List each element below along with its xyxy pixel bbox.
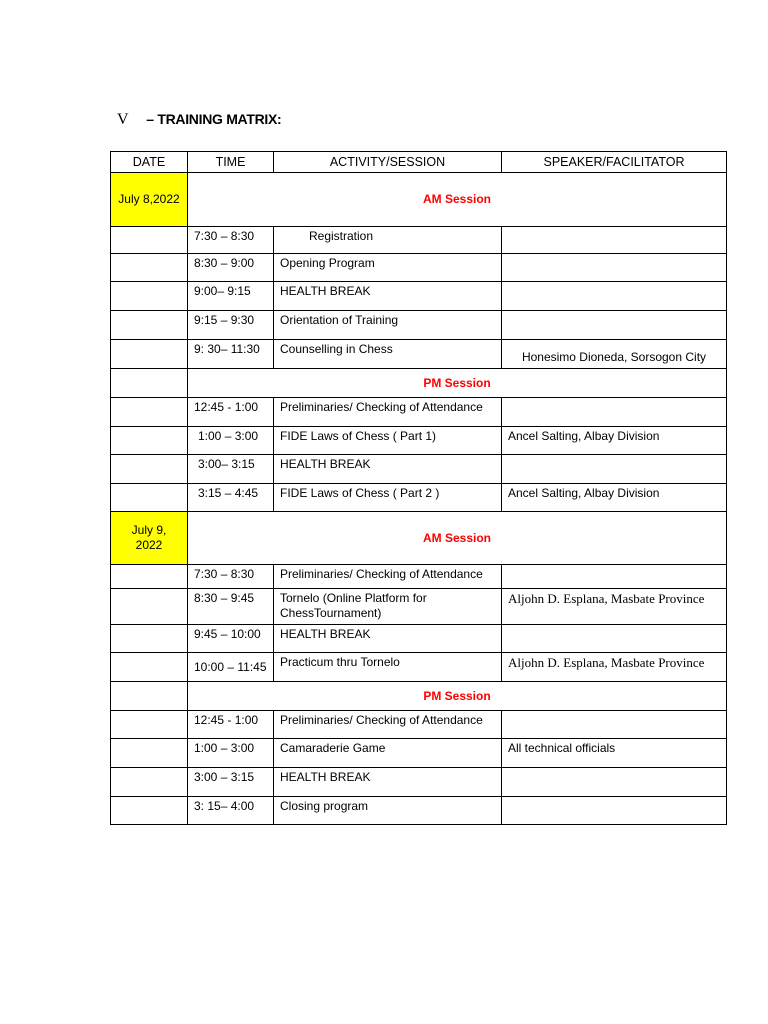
activity-cell: Registration: [274, 227, 502, 254]
table-row: [111, 455, 727, 484]
activity-cell: Preliminaries/ Checking of Attendance: [274, 398, 502, 427]
speaker-cell: Ancel Salting, Albay Division: [502, 427, 727, 455]
speaker-cell: Ancel Salting, Albay Division: [502, 484, 727, 512]
activity-cell: Opening Program: [274, 254, 502, 282]
table-row: [111, 227, 727, 254]
time-cell: 12:45 - 1:00: [188, 711, 274, 739]
table-row: [111, 768, 727, 797]
table-row: [111, 625, 727, 653]
time-cell: 7:30 – 8:30: [188, 227, 274, 254]
day2-date: July 9, 2022: [111, 512, 188, 565]
time-cell: 9:00– 9:15: [188, 282, 274, 311]
time-cell: 9: 30– 11:30: [188, 340, 274, 369]
time-cell: 12:45 - 1:00: [188, 398, 274, 427]
speaker-cell: Honesimo Dioneda, Sorsogon City: [502, 340, 727, 369]
activity-cell: HEALTH BREAK: [274, 282, 502, 311]
speaker-cell: [502, 227, 727, 254]
speaker-cell: Aljohn D. Esplana, Masbate Province: [502, 653, 727, 682]
day1-pm-session-row: [111, 369, 727, 398]
speaker-cell: [502, 282, 727, 311]
speaker-cell: [502, 565, 727, 589]
section-title: – TRAINING MATRIX:: [146, 111, 282, 127]
day2-pm-session-row: [111, 682, 727, 711]
table-row: [111, 565, 727, 589]
speaker-cell: [502, 797, 727, 825]
table-header-row: [111, 152, 727, 173]
activity-cell: HEALTH BREAK: [274, 625, 502, 653]
activity-cell: Closing program: [274, 797, 502, 825]
speaker-cell: [502, 711, 727, 739]
speaker-cell: All technical officials: [502, 739, 727, 768]
table-row: [111, 254, 727, 282]
activity-cell: FIDE Laws of Chess ( Part 1): [274, 427, 502, 455]
table-row: [111, 797, 727, 825]
day2-session-row: [111, 512, 727, 565]
table-row: [111, 282, 727, 311]
activity-cell: Practicum thru Tornelo: [274, 653, 502, 682]
activity-cell: Camaraderie Game: [274, 739, 502, 768]
activity-cell: Orientation of Training: [274, 311, 502, 340]
table-row: [111, 427, 727, 455]
activity-cell: FIDE Laws of Chess ( Part 2 ): [274, 484, 502, 512]
speaker-cell: [502, 311, 727, 340]
time-cell: 3:00– 3:15: [188, 455, 274, 484]
time-cell: 1:00 – 3:00: [188, 739, 274, 768]
day2-pm-session-label: PM Session: [188, 682, 727, 711]
speaker-cell: [502, 398, 727, 427]
header-date: DATE: [111, 152, 188, 173]
time-cell: 9:45 – 10:00: [188, 625, 274, 653]
activity-cell: Counselling in Chess: [274, 340, 502, 369]
time-cell: 8:30 – 9:45: [188, 589, 274, 625]
time-cell: 8:30 – 9:00: [188, 254, 274, 282]
day1-pm-session-label: PM Session: [188, 369, 727, 398]
time-cell: 9:15 – 9:30: [188, 311, 274, 340]
speaker-cell: [502, 768, 727, 797]
activity-cell: Preliminaries/ Checking of Attendance: [274, 711, 502, 739]
day1-session-row: [111, 173, 727, 227]
speaker-cell: [502, 625, 727, 653]
speaker-cell: Aljohn D. Esplana, Masbate Province: [502, 589, 727, 625]
activity-cell: HEALTH BREAK: [274, 768, 502, 797]
table-row: [111, 311, 727, 340]
time-cell: 1:00 – 3:00: [188, 427, 274, 455]
table-row: [111, 398, 727, 427]
table-row: [111, 711, 727, 739]
day1-date: July 8,2022: [111, 173, 188, 227]
training-matrix-table: [110, 151, 727, 825]
time-cell: 3:15 – 4:45: [188, 484, 274, 512]
section-roman-numeral: V: [117, 111, 129, 128]
speaker-cell: [502, 254, 727, 282]
activity-cell: Tornelo (Online Platform for ChessTournament): [274, 589, 502, 625]
table-row: [111, 653, 727, 682]
header-time: TIME: [188, 152, 274, 173]
section-heading: [117, 111, 281, 129]
time-cell: 3: 15– 4:00: [188, 797, 274, 825]
time-cell: 10:00 – 11:45: [188, 653, 274, 682]
time-cell: 3:00 – 3:15: [188, 768, 274, 797]
speaker-cell: [502, 455, 727, 484]
table-row: [111, 340, 727, 369]
header-activity: ACTIVITY/SESSION: [274, 152, 502, 173]
time-cell: 7:30 – 8:30: [188, 565, 274, 589]
activity-cell: Preliminaries/ Checking of Attendance: [274, 565, 502, 589]
table-row: [111, 739, 727, 768]
day1-am-session-label: AM Session: [188, 173, 727, 227]
header-speaker: SPEAKER/FACILITATOR: [502, 152, 727, 173]
table-row: [111, 484, 727, 512]
activity-cell: HEALTH BREAK: [274, 455, 502, 484]
day2-am-session-label: AM Session: [188, 512, 727, 565]
table-row: [111, 589, 727, 625]
